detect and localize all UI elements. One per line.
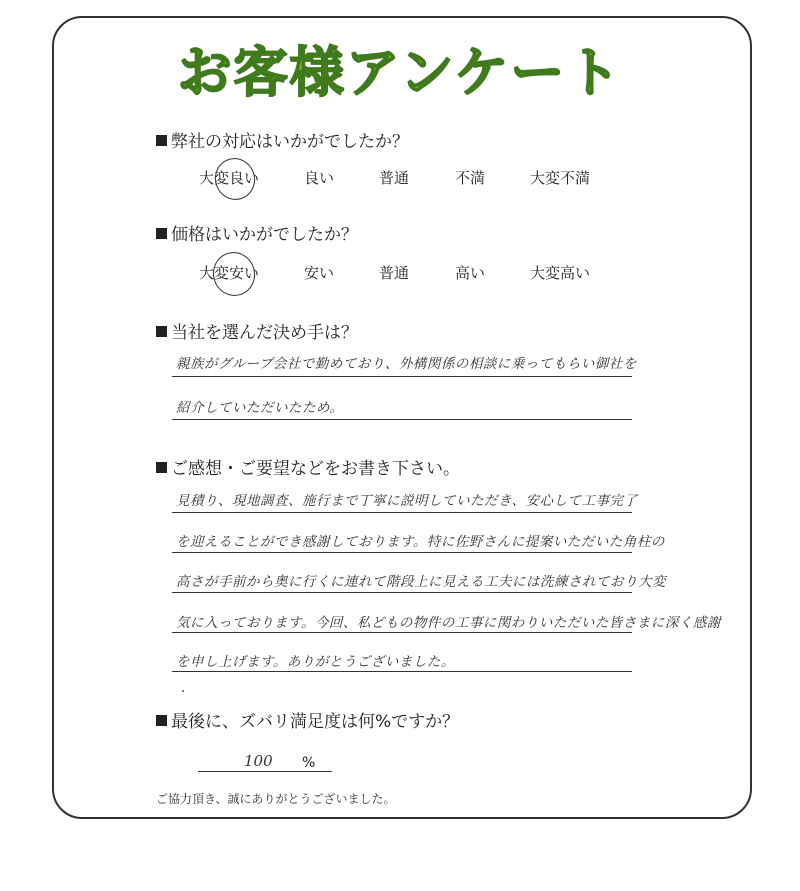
q1-option-2: 良い xyxy=(304,169,335,187)
page-title: お客様アンケート xyxy=(177,41,623,104)
footer-thanks: ご協力頂き、誠にありがとうございました。 xyxy=(156,792,396,806)
q2-option-5: 大変高い xyxy=(530,264,591,282)
answer-rule xyxy=(172,552,632,553)
answer-rule xyxy=(172,419,632,420)
answer-rule xyxy=(172,376,632,377)
question-label: ご感想・ご要望などをお書き下さい。 xyxy=(171,459,460,479)
question-reason xyxy=(156,318,358,343)
satisfaction-value: 100 xyxy=(244,752,273,770)
handwritten-answer-line: 高さが手前から奥に行くに連れて階段上に見える工夫には洗練されており大変 xyxy=(176,574,666,590)
handwritten-answer-line: 気に入っております。今回、私どもの物件の工事に関わりいただいた皆さまに深く感謝 xyxy=(176,615,721,631)
q2-option-3: 普通 xyxy=(379,264,410,282)
percent-unit: % xyxy=(302,755,316,771)
handwritten-answer-line: を迎えることができ感謝しております。特に佐野さんに提案いただいた角柱の xyxy=(176,534,665,550)
q2-option-4: 高い xyxy=(455,264,486,282)
answer-rule xyxy=(172,512,632,513)
handwritten-answer-line: 紹介していただいたため。 xyxy=(176,400,344,416)
q2-option-2: 安い xyxy=(304,264,335,282)
square-bullet-icon xyxy=(156,326,167,337)
q1-option-5: 大変不満 xyxy=(530,169,591,187)
handwritten-answer-line: 親族がグループ会社で勤めており、外構関係の相談に乗ってもらい御社を xyxy=(176,356,637,372)
question-label: 最後に、ズバリ満足度は何%ですか？ xyxy=(171,712,460,732)
square-bullet-icon xyxy=(156,228,167,239)
answer-rule xyxy=(172,592,632,593)
question-label: 価格はいかがでしたか？ xyxy=(171,225,358,245)
handwritten-answer-line: 見積り、現地調査、施行まで丁寧に説明していただき、安心して工事完了 xyxy=(176,493,638,509)
square-bullet-icon xyxy=(156,462,167,473)
satisfaction-rule xyxy=(198,771,332,772)
square-bullet-icon xyxy=(156,715,167,726)
question-comments xyxy=(156,454,460,479)
q2-option-1: 大変安い xyxy=(199,264,260,282)
ink-dot xyxy=(182,690,184,692)
q1-option-3: 普通 xyxy=(379,169,410,187)
square-bullet-icon xyxy=(156,135,167,146)
question-service xyxy=(156,127,409,152)
answer-rule xyxy=(172,671,632,672)
question-label: 当社を選んだ決め手は？ xyxy=(171,323,358,343)
question-label: 弊社の対応はいかがでしたか？ xyxy=(171,132,409,152)
q1-option-1: 大変良い xyxy=(199,169,260,187)
question-satisfaction xyxy=(156,707,459,732)
q1-option-4: 不満 xyxy=(455,169,486,187)
answer-rule xyxy=(172,632,632,633)
handwritten-answer-line: を申し上げます。ありがとうございました。 xyxy=(176,654,455,670)
question-price xyxy=(156,220,358,245)
